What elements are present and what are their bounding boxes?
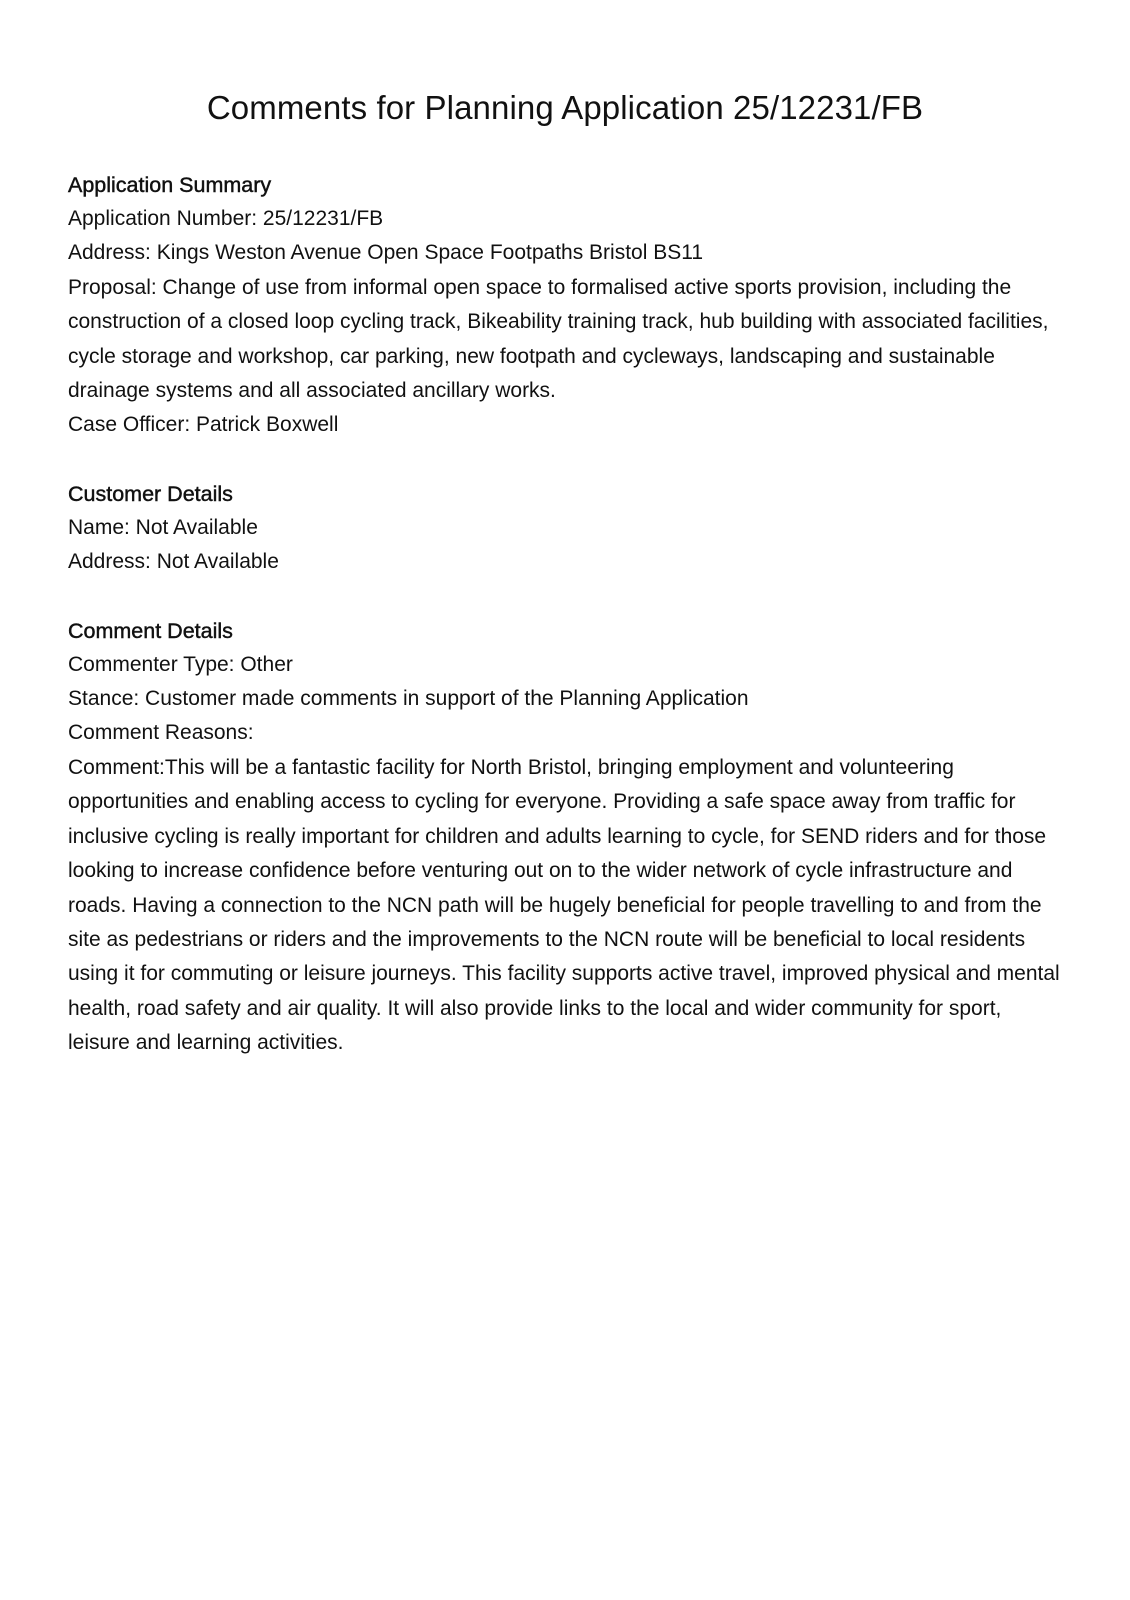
comment-details-heading: Comment Details	[68, 618, 233, 643]
comment-text: Comment:This will be a fantastic facility for North Bristol, bringing employment and volunteering opportunities and enabling access to cycling for everyone. Providing a safe space away from traffic for inclusive cycling is really important for children and adults learning to cycle, for SEND riders and for those looking to increase confidence before venturing out on to the wider network of cycle infrastructure and roads. Having a connection to the NCN path will be hugely beneficial for people travelling to and from the site as pedestrians or riders and the improvements to the NCN route will be beneficial to local residents using it for commuting or leisure journeys. This facility supports active travel, improved physical and mental health, road safety and air quality. It will also provide links to the local and wider community for sport, leisure and learning activities.	[68, 755, 1060, 1055]
customer-name: Name: Not Available	[68, 515, 258, 539]
comment-details-section	[68, 614, 1062, 1061]
commenter-type: Commenter Type: Other	[68, 652, 293, 676]
application-summary-heading: Application Summary	[68, 173, 272, 197]
application-proposal: Proposal: Change of use from informal open space to formalised active sports provision, including the construction of a closed loop cycling track, Bikeability training track, hub building with associated facilities, cycle storage and workshop, car parking, new footpath and cycleways, landscaping and sustainable drainage systems and all associated ancillary works.	[68, 275, 1049, 403]
comment-stance: Stance: Customer made comments in support of the Planning Application	[68, 687, 749, 711]
comment-reasons: Comment Reasons:	[68, 721, 254, 745]
customer-address: Address: Not Available	[68, 550, 279, 574]
application-summary-section	[68, 168, 1062, 443]
application-address: Address: Kings Weston Avenue Open Space Footpaths Bristol BS11	[68, 241, 704, 265]
document-title: Comments for Planning Application 25/12231/FB	[206, 89, 924, 126]
application-number: Application Number: 25/12231/FB	[68, 207, 384, 230]
customer-details-section	[68, 477, 1062, 580]
customer-details-heading: Customer Details	[68, 481, 233, 506]
case-officer: Case Officer: Patrick Boxwell	[68, 413, 339, 437]
